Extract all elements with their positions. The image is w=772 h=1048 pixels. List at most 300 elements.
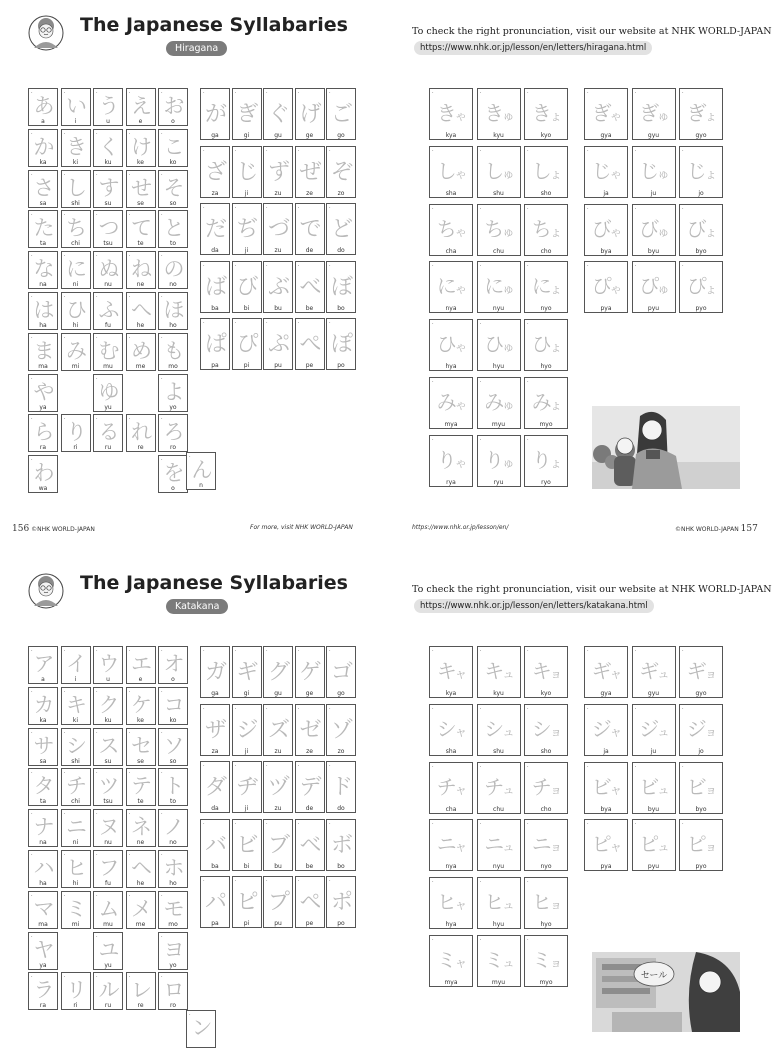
- stroke-order-numbers-icon: ·: [234, 320, 237, 326]
- kana-cell: [263, 819, 293, 871]
- stroke-order-numbers-icon: ·: [161, 933, 163, 940]
- romaji-label: tsu: [103, 798, 113, 806]
- kana-character: [159, 172, 187, 202]
- romaji-label: ju: [650, 189, 657, 197]
- kana-cell: [524, 435, 568, 487]
- kana-cell: [679, 204, 723, 256]
- kana-character: [233, 770, 261, 801]
- romaji-label: pi: [243, 920, 250, 927]
- kana-cell: [126, 972, 156, 1010]
- copyright: ©NHK WORLD-JAPAN: [675, 526, 739, 533]
- kana-character: [201, 155, 229, 186]
- kana-main: ン: [191, 1016, 211, 1040]
- kana-cell: [61, 809, 91, 847]
- kana-cell: [200, 876, 230, 928]
- romaji-label: so: [169, 199, 177, 207]
- kana-character: [127, 648, 155, 678]
- kana-cell: [200, 318, 230, 370]
- romaji-label: a: [41, 676, 45, 683]
- kana-character: [127, 770, 155, 800]
- kana-small: ャ: [454, 781, 466, 797]
- pronunciation-link[interactable]: https://www.nhk.or.jp/lesson/en/letters/hiragana.html: [414, 41, 652, 55]
- romaji-label: yo: [169, 403, 177, 411]
- kana-main: り: [66, 420, 85, 445]
- stroke-order-numbers-icon: ·: [96, 90, 98, 96]
- stroke-order-numbers-icon: ·: [128, 811, 131, 818]
- kana-small: ャ: [609, 666, 621, 681]
- kana-character: [525, 444, 567, 473]
- kana-main: ヒ: [66, 856, 85, 880]
- stroke-order-numbers-icon: ·: [31, 811, 33, 818]
- kana-character: [29, 90, 57, 120]
- romaji-label: ba: [211, 304, 219, 312]
- stroke-order-numbers-icon: ·: [128, 130, 131, 137]
- kana-small: ゅ: [657, 281, 668, 297]
- kana-cell: [200, 819, 230, 871]
- kana-character: [430, 713, 472, 742]
- kana-cell: [158, 455, 188, 493]
- kana-character: [430, 944, 472, 973]
- kana-cell: [158, 129, 188, 167]
- romaji-label: myo: [539, 421, 553, 428]
- stroke-order-numbers-icon: ·: [96, 729, 98, 736]
- kana-cell: [28, 455, 58, 493]
- kana-main: め: [131, 338, 150, 363]
- stroke-order-numbers-icon: ·: [432, 879, 434, 886]
- kana-small: ょ: [549, 108, 561, 123]
- romaji-label: mi: [71, 362, 80, 370]
- romaji-label: ka: [39, 716, 47, 724]
- kana-character: [62, 730, 90, 760]
- romaji-label: tsu: [103, 240, 113, 248]
- kana-character: [264, 885, 292, 916]
- kana-character: [159, 376, 187, 406]
- kana-small: ょ: [549, 223, 561, 239]
- kana-small: ュ: [657, 666, 668, 681]
- stroke-order-numbers-icon: ·: [128, 212, 131, 219]
- kana-small: ゃ: [454, 454, 466, 470]
- stroke-order-numbers-icon: ·: [479, 705, 482, 712]
- kana-cell: [477, 935, 521, 987]
- kana-main: ミ: [484, 948, 503, 972]
- kana-main: あ: [33, 94, 53, 118]
- romaji-label: ha: [39, 880, 47, 887]
- romaji-label: shi: [71, 757, 80, 765]
- stroke-order-numbers-icon: ·: [329, 320, 331, 326]
- kana-character: [585, 97, 627, 126]
- romaji-label: bi: [243, 304, 250, 312]
- kana-main: ビ: [236, 832, 257, 858]
- stroke-order-numbers-icon: ·: [31, 770, 33, 777]
- kana-main: ぬ: [98, 257, 118, 282]
- romaji-label: be: [305, 862, 314, 870]
- kana-cell: [477, 377, 521, 429]
- lesson-illustration: [592, 406, 740, 489]
- kana-character: [159, 689, 187, 719]
- kana-main: れ: [131, 420, 150, 445]
- kana-character: [94, 893, 122, 923]
- kana-main: ツ: [98, 774, 118, 799]
- kana-character: [62, 689, 90, 719]
- kana-character: [201, 770, 229, 801]
- stroke-order-numbers-icon: ·: [527, 321, 529, 328]
- kana-cell: [200, 203, 230, 255]
- stroke-order-numbers-icon: ·: [161, 892, 163, 899]
- kana-cell: [93, 414, 123, 452]
- kana-character: [62, 416, 90, 446]
- kana-character: [478, 655, 520, 684]
- kana-main: ソ: [163, 733, 183, 758]
- romaji-label: re: [137, 1002, 144, 1010]
- kana-cell: [93, 972, 123, 1010]
- stroke-order-numbers-icon: ·: [587, 205, 589, 212]
- kana-small: ゅ: [502, 397, 513, 412]
- kana-character: [29, 770, 57, 800]
- lesson-illustration: [592, 952, 740, 1032]
- kana-cell: [93, 129, 123, 167]
- romaji-label: i: [74, 676, 77, 683]
- stroke-order-numbers-icon: ·: [96, 334, 98, 341]
- kana-character: [327, 828, 355, 859]
- kana-cell: [61, 768, 91, 806]
- stroke-order-numbers-icon: ·: [63, 974, 66, 981]
- kana-cell: [429, 204, 473, 256]
- romaji-label: zu: [274, 247, 282, 254]
- kana-character: [94, 648, 122, 678]
- kana-main: び: [591, 216, 610, 241]
- kana-character: [633, 771, 675, 800]
- romaji-label: fu: [105, 880, 111, 887]
- kana-cell: [158, 646, 188, 684]
- stroke-order-numbers-icon: ·: [63, 253, 66, 260]
- stroke-order-numbers-icon: ·: [128, 90, 131, 96]
- stroke-order-numbers-icon: ·: [682, 205, 684, 212]
- kana-main: き: [66, 134, 85, 159]
- kana-small: ょ: [704, 281, 716, 297]
- romaji-label: zu: [274, 747, 282, 755]
- kana-main: ひ: [484, 332, 503, 357]
- stroke-order-numbers-icon: ·: [297, 648, 300, 654]
- kana-main: ビ: [639, 774, 658, 799]
- romaji-label: cho: [540, 247, 552, 255]
- kana-character: [201, 655, 229, 686]
- stroke-order-numbers-icon: ·: [128, 892, 131, 899]
- stroke-order-numbers-icon: ·: [266, 147, 268, 154]
- kana-cell: [186, 1010, 216, 1048]
- kana-cell: [126, 333, 156, 371]
- kana-cell: [429, 704, 473, 756]
- romaji-label: ja: [603, 189, 609, 197]
- kana-main: ニ: [484, 832, 503, 857]
- kana-small: ュ: [502, 666, 513, 681]
- stroke-order-numbers-icon: ·: [96, 294, 98, 300]
- kana-main: ゴ: [330, 660, 351, 685]
- kana-main: シ: [484, 716, 503, 741]
- teacher-avatar-icon: [28, 572, 64, 610]
- stroke-order-numbers-icon: ·: [234, 763, 237, 769]
- kana-main: ビ: [686, 774, 705, 799]
- kana-character: [62, 294, 90, 324]
- footer-url[interactable]: https://www.nhk.or.jp/lesson/en/: [412, 524, 509, 531]
- romaji-label: byo: [695, 247, 707, 255]
- kana-character: [159, 893, 187, 923]
- kana-main: ニ: [66, 815, 85, 840]
- stroke-order-numbers-icon: ·: [266, 820, 268, 827]
- teacher-avatar-icon: [28, 14, 64, 52]
- kana-cell: [295, 704, 325, 756]
- romaji-label: mi: [71, 920, 80, 928]
- romaji-label: nyo: [540, 305, 552, 313]
- stroke-order-numbers-icon: ·: [329, 705, 331, 712]
- romaji-label: sho: [540, 189, 552, 197]
- kana-cell: [126, 687, 156, 725]
- romaji-label: mu: [103, 920, 113, 928]
- kana-cell: [61, 728, 91, 766]
- kana-main: ヌ: [98, 815, 118, 840]
- stroke-order-numbers-icon: ·: [527, 205, 529, 212]
- pronunciation-link[interactable]: https://www.nhk.or.jp/lesson/en/letters/katakana.html: [414, 599, 654, 613]
- kana-cell: [679, 88, 723, 140]
- kana-small: ャ: [454, 955, 466, 970]
- kana-cell: [232, 646, 262, 698]
- sale-sign-text: セール: [640, 971, 668, 981]
- kana-small: ャ: [454, 839, 466, 855]
- romaji-label: pi: [243, 362, 250, 369]
- kana-cell: [524, 704, 568, 756]
- kana-main: ゾ: [330, 717, 351, 743]
- kana-character: [29, 934, 57, 964]
- kana-small: ょ: [704, 108, 716, 123]
- kana-cell: [158, 891, 188, 929]
- kana-character: [62, 770, 90, 800]
- kana-cell: [429, 88, 473, 140]
- stroke-order-numbers-icon: ·: [96, 852, 98, 858]
- stroke-order-numbers-icon: ·: [63, 648, 66, 654]
- kana-character: [264, 327, 292, 358]
- romaji-label: po: [337, 920, 345, 927]
- kana-small: ュ: [657, 839, 668, 855]
- kana-character: [94, 934, 122, 964]
- script-label-badge: Katakana: [166, 599, 228, 614]
- stroke-order-numbers-icon: ·: [432, 705, 434, 712]
- kana-character: [525, 828, 567, 857]
- romaji-label: bo: [337, 304, 345, 312]
- romaji-label: mo: [168, 920, 178, 928]
- romaji-label: e: [138, 118, 143, 125]
- stroke-order-numbers-icon: ·: [587, 90, 589, 96]
- kana-character: [94, 689, 122, 719]
- stroke-order-numbers-icon: ·: [479, 648, 482, 654]
- kana-main: ノ: [163, 815, 183, 840]
- kana-character: [633, 713, 675, 742]
- kana-cell: [93, 333, 123, 371]
- kana-cell: [632, 704, 676, 756]
- kana-main: ハ: [33, 856, 53, 880]
- romaji-label: zo: [337, 189, 345, 197]
- romaji-label: sa: [39, 199, 47, 207]
- kana-character: [327, 270, 355, 301]
- romaji-label: kya: [445, 690, 457, 697]
- kana-small: ゃ: [454, 397, 466, 412]
- kana-main: に: [436, 274, 455, 299]
- romaji-label: me: [135, 362, 146, 370]
- kana-cell: [477, 704, 521, 756]
- stroke-order-numbers-icon: ·: [96, 688, 98, 695]
- kana-main: ご: [330, 102, 351, 127]
- stroke-order-numbers-icon: ·: [587, 263, 589, 270]
- stroke-order-numbers-icon: ·: [161, 375, 163, 382]
- kana-cell: [126, 728, 156, 766]
- stroke-order-numbers-icon: ·: [203, 90, 205, 96]
- kana-character: [264, 770, 292, 801]
- kana-main: ぷ: [267, 332, 288, 357]
- kana-main: ろ: [163, 420, 183, 445]
- kana-cell: [126, 768, 156, 806]
- romaji-label: byu: [647, 805, 660, 813]
- romaji-label: su: [104, 757, 112, 765]
- kana-character: [525, 886, 567, 915]
- romaji-label: ya: [39, 961, 47, 969]
- romaji-label: bya: [600, 247, 612, 255]
- kana-main: た: [33, 216, 53, 241]
- stroke-order-numbers-icon: ·: [479, 379, 482, 385]
- kana-main: ら: [33, 420, 53, 445]
- kana-character: [327, 97, 355, 128]
- stroke-order-numbers-icon: ·: [587, 648, 589, 654]
- kana-main: フ: [98, 856, 118, 880]
- kana-main: と: [163, 216, 183, 241]
- kana-small: ョ: [704, 723, 716, 739]
- kana-cell: [429, 319, 473, 371]
- stroke-order-numbers-icon: ·: [203, 705, 205, 712]
- kana-cell: [61, 972, 91, 1010]
- romaji-label: go: [337, 132, 345, 139]
- romaji-label: ko: [169, 716, 177, 724]
- stroke-order-numbers-icon: ·: [479, 879, 482, 886]
- kana-main: ブ: [267, 832, 288, 858]
- kana-cell: [477, 435, 521, 487]
- romaji-label: hya: [445, 363, 457, 371]
- kana-main: ぱ: [204, 332, 225, 357]
- kana-main: キ: [66, 692, 85, 717]
- kana-cell: [263, 88, 293, 140]
- kana-character: [29, 811, 57, 841]
- kana-cell: [524, 819, 568, 871]
- romaji-label: ri: [73, 1002, 78, 1010]
- stroke-order-numbers-icon: ·: [161, 457, 163, 464]
- romaji-label: gyu: [647, 690, 660, 697]
- kana-main: チ: [531, 774, 550, 799]
- stroke-order-numbers-icon: ·: [161, 688, 163, 695]
- stroke-order-numbers-icon: ·: [329, 147, 331, 154]
- stroke-order-numbers-icon: ·: [96, 974, 98, 981]
- kana-small: ょ: [549, 397, 561, 412]
- kana-cell: [524, 204, 568, 256]
- romaji-label: de: [305, 247, 314, 254]
- romaji-label: u: [106, 118, 110, 125]
- kana-character: [327, 327, 355, 358]
- kana-cell: [632, 261, 676, 313]
- kana-character: [478, 713, 520, 742]
- kana-small: ゃ: [454, 108, 466, 123]
- kana-main: サ: [33, 733, 53, 758]
- kana-character: [585, 713, 627, 742]
- stroke-order-numbers-icon: ·: [479, 90, 482, 96]
- kana-main: ザ: [204, 717, 225, 743]
- romaji-label: za: [211, 747, 219, 755]
- kana-main: ナ: [33, 815, 53, 840]
- romaji-label: ke: [137, 716, 144, 724]
- stroke-order-numbers-icon: ·: [31, 457, 33, 464]
- kana-main: ユ: [98, 937, 118, 962]
- stroke-order-numbers-icon: ·: [587, 821, 589, 828]
- kana-character: [159, 811, 187, 841]
- stroke-order-numbers-icon: ·: [96, 253, 98, 260]
- stroke-order-numbers-icon: ·: [634, 263, 637, 270]
- kana-main: ぽ: [330, 332, 351, 357]
- footer-left: [12, 524, 95, 534]
- kana-cell: [429, 646, 473, 698]
- stroke-order-numbers-icon: ·: [128, 334, 131, 341]
- kana-small: ャ: [454, 897, 466, 913]
- romaji-label: pya: [600, 863, 612, 871]
- stroke-order-numbers-icon: ·: [96, 933, 98, 940]
- romaji-label: ne: [136, 281, 145, 289]
- romaji-label: de: [305, 805, 314, 812]
- romaji-label: se: [137, 199, 144, 207]
- romaji-label: hya: [445, 921, 457, 929]
- kana-cell: [477, 819, 521, 871]
- stroke-order-numbers-icon: ·: [682, 705, 684, 712]
- romaji-label: ba: [211, 862, 219, 870]
- romaji-label: gyo: [695, 690, 707, 697]
- kana-cell: [200, 646, 230, 698]
- kana-main: で: [299, 217, 320, 242]
- stroke-order-numbers-icon: ·: [161, 253, 163, 260]
- stroke-order-numbers-icon: ·: [634, 90, 637, 96]
- romaji-label: pa: [211, 362, 219, 369]
- romaji-label: ku: [104, 716, 112, 724]
- kana-main: ガ: [204, 660, 225, 685]
- kana-cell: [93, 850, 123, 888]
- stroke-order-numbers-icon: ·: [96, 130, 98, 137]
- kana-small: ゃ: [454, 281, 466, 297]
- kana-cell: [263, 203, 293, 255]
- kana-main: ん: [191, 458, 211, 482]
- stroke-order-numbers-icon: ·: [432, 321, 434, 328]
- kana-main: グ: [267, 660, 288, 685]
- stroke-order-numbers-icon: ·: [128, 688, 131, 695]
- kana-cell: [28, 170, 58, 208]
- kana-main: せ: [131, 175, 150, 200]
- kana-character: [94, 253, 122, 283]
- kana-main: ゆ: [98, 379, 118, 404]
- kana-cell: [679, 704, 723, 756]
- kana-cell: [584, 146, 628, 198]
- kana-character: [680, 97, 722, 126]
- kana-main: シ: [531, 716, 550, 741]
- stroke-order-numbers-icon: ·: [203, 320, 205, 326]
- kana-cell: [61, 292, 91, 330]
- kana-main: キ: [436, 659, 455, 683]
- stroke-order-numbers-icon: ·: [587, 705, 589, 712]
- kana-small: ょ: [549, 281, 561, 297]
- kana-character: [327, 770, 355, 801]
- kana-character: [94, 131, 122, 161]
- kana-cell: [28, 129, 58, 167]
- kana-cell: [232, 318, 262, 370]
- romaji-label: hyo: [540, 921, 552, 929]
